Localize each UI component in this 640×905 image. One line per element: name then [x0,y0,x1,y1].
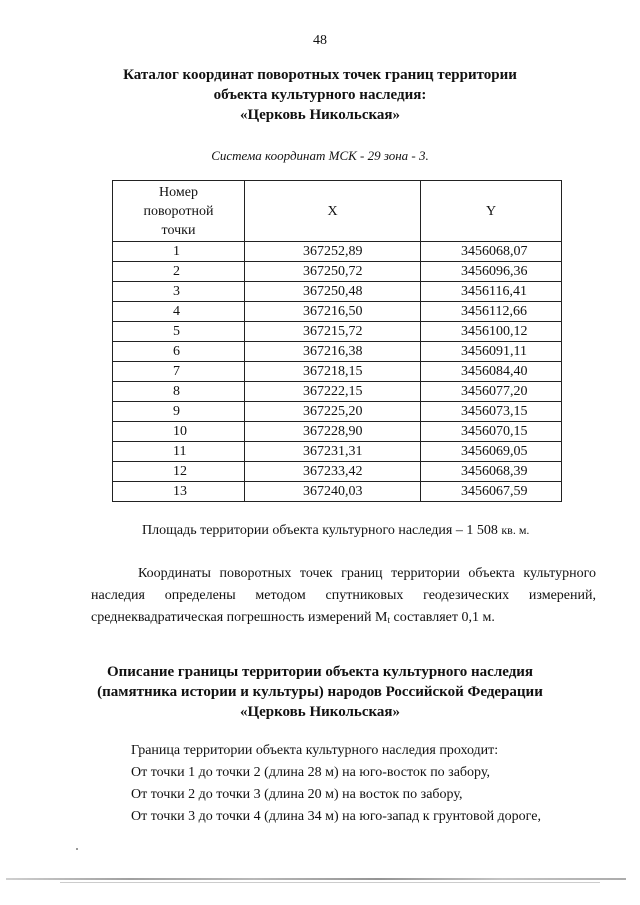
cell-point-number: 10 [113,422,245,442]
cell-x: 367252,89 [245,242,421,262]
cell-y: 3456077,20 [421,382,562,402]
cell-point-number: 4 [113,302,245,322]
paragraph-text-before: Координаты поворотных точек границ территории объекта культурного наследия определены методом спутниковых геодезических измерений, среднеквадратическая погрешность измерений M [91,566,596,625]
table-header-row [113,181,562,242]
cell-y: 3456091,11 [421,342,562,362]
cell-point-number: 12 [113,462,245,482]
boundary-description [131,740,541,828]
cell-x: 367215,72 [245,322,421,342]
table-row [113,302,562,322]
cell-point-number: 11 [113,442,245,462]
cell-y: 3456068,39 [421,462,562,482]
table-row [113,382,562,402]
header-point-number-line-2: поворотной [143,203,214,219]
description-title-line-1: Описание границы территории объекта культурного наследия [106,664,534,680]
cell-point-number: 5 [113,322,245,342]
scan-artifact [6,878,626,880]
cell-y: 3456116,41 [421,282,562,302]
header-point-number [113,181,245,242]
coordinate-system-caption: Система координат МСК - 29 зона - 3. [211,148,429,163]
cell-y: 3456096,36 [421,262,562,282]
cell-x: 367228,90 [245,422,421,442]
cell-y: 3456067,59 [421,482,562,502]
table-row [113,322,562,342]
area-unit: кв. м. [501,523,530,537]
cell-y: 3456068,07 [421,242,562,262]
boundary-intro: Граница территории объекта культурного наследия проходит: [131,743,499,758]
table-row [113,442,562,462]
catalog-title-line-2: объекта культурного наследия: [213,87,427,103]
cell-point-number: 7 [113,362,245,382]
table-row [113,402,562,422]
cell-point-number: 8 [113,382,245,402]
cell-x: 367231,31 [245,442,421,462]
table-body [113,242,562,502]
cell-point-number: 13 [113,482,245,502]
table-row [113,422,562,442]
cell-x: 367250,48 [245,282,421,302]
cell-point-number: 9 [113,402,245,422]
description-title-line-3: «Церковь Никольская» [239,704,401,720]
description-title-line-2: (памятника истории и культуры) народов Российской Федерации [97,684,543,700]
boundary-segment: От точки 2 до точки 3 (длина 20 м) на восток по забору, [131,787,463,802]
cell-x: 367222,15 [245,382,421,402]
table-row [113,462,562,482]
scan-artifact [60,882,600,883]
cell-y: 3456100,12 [421,322,562,342]
table-row [113,282,562,302]
table-row [113,342,562,362]
cell-x: 367216,38 [245,342,421,362]
boundary-segment: От точки 3 до точки 4 (длина 34 м) на юго-запад к грунтовой дороге, [131,809,541,824]
catalog-title [0,65,640,125]
cell-point-number: 2 [113,262,245,282]
boundary-segment: От точки 1 до точки 2 (длина 28 м) на юго-восток по забору, [131,765,490,780]
page-number: 48 [313,33,327,48]
cell-y: 3456070,15 [421,422,562,442]
paragraph-text-after: составляет 0,1 м. [390,610,495,625]
table-row [113,482,562,502]
cell-y: 3456069,05 [421,442,562,462]
coordinates-paragraph [91,563,596,631]
table-row [113,262,562,282]
area-text: Площадь территории объекта культурного наследия – 1 508 [142,523,498,538]
cell-point-number: 3 [113,282,245,302]
coordinates-table [112,180,562,502]
header-y: Y [421,181,562,242]
cell-x: 367240,03 [245,482,421,502]
header-x: X [245,181,421,242]
cell-x: 367233,42 [245,462,421,482]
cell-point-number: 6 [113,342,245,362]
catalog-title-line-3: «Церковь Никольская» [239,107,401,123]
cell-x: 367250,72 [245,262,421,282]
cell-y: 3456084,40 [421,362,562,382]
scan-artifact [76,848,78,850]
header-point-number-line-1: Номер [159,184,198,200]
area-statement [142,523,529,539]
header-point-number-line-3: точки [161,222,196,238]
cell-x: 367225,20 [245,402,421,422]
cell-point-number: 1 [113,242,245,262]
cell-y: 3456112,66 [421,302,562,322]
table-row [113,362,562,382]
paragraph-subscript: t [387,615,390,625]
cell-x: 367218,15 [245,362,421,382]
description-title [0,662,640,722]
cell-x: 367216,50 [245,302,421,322]
table-row [113,242,562,262]
cell-y: 3456073,15 [421,402,562,422]
catalog-title-line-1: Каталог координат поворотных точек границ территории [123,67,517,83]
